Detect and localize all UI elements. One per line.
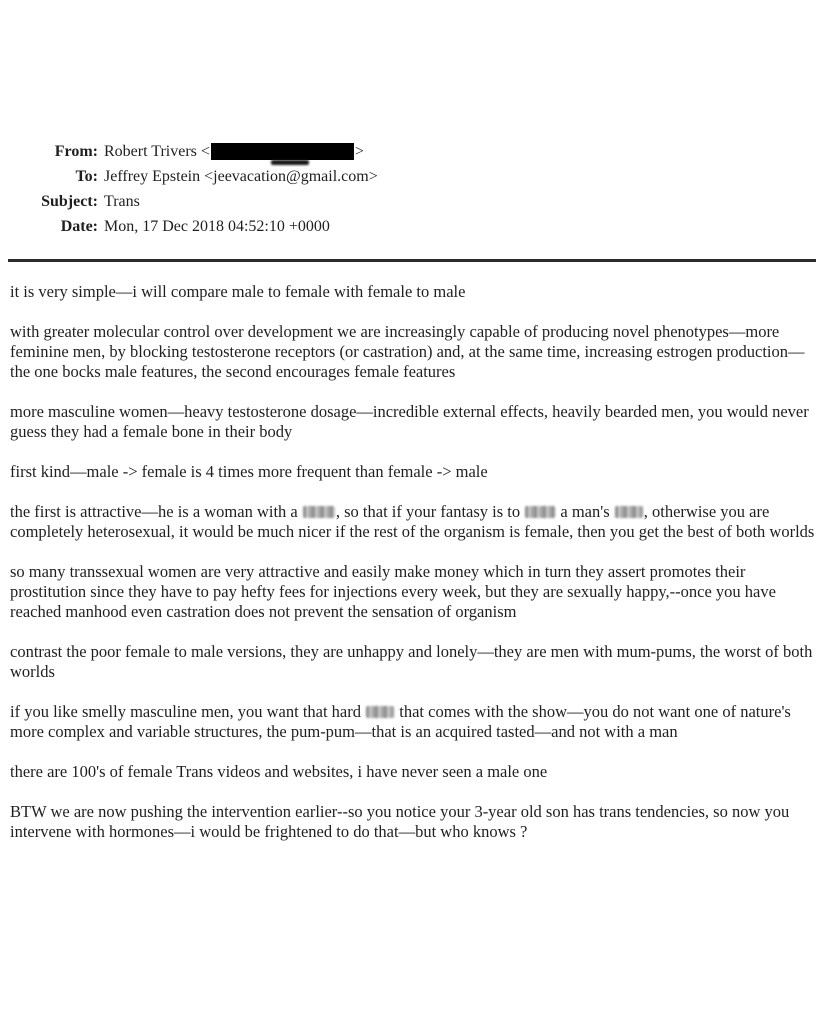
header-body-divider	[8, 259, 816, 262]
paragraph: if you like smelly masculine men, you want that hard that comes with the show—you do not want one of nature's more complex and variable structures, the pum-pum—that is an acquired tasted—and not with a man	[10, 702, 791, 741]
email-header	[28, 139, 824, 239]
paragraph: there are 100's of female Trans videos and websites, i have never seen a male one	[10, 762, 548, 781]
header-label-subject: Subject:	[41, 193, 98, 210]
redaction-bar	[211, 143, 354, 160]
censored-word	[303, 506, 335, 518]
paragraph: the first is attractive—he is a woman with a , so that if your fantasy is to a man's , otherwise you are completely heterosexual, it would be much nicer if the rest of the organism is female, then you get the best of both worlds	[10, 502, 815, 541]
censored-word	[366, 706, 394, 718]
header-label-from: From:	[54, 143, 98, 160]
header-label-date: Date:	[60, 218, 98, 235]
paragraph: BTW we are now pushing the intervention earlier--so you notice your 3-year old son has trans tendencies, so now you intervene with hormones—i would be frightened to do that—but who knows ?	[10, 802, 790, 841]
from-name: Robert Trivers <	[104, 143, 210, 160]
from-suffix: >	[354, 143, 364, 160]
paragraph: more masculine women—heavy testosterone dosage—incredible external effects, heavily bearded men, you would never guess they had a female bone in their body	[10, 402, 809, 441]
header-row-to	[28, 164, 824, 189]
censored-word	[525, 506, 555, 518]
header-value-date: Mon, 17 Dec 2018 04:52:10 +0000	[104, 218, 330, 235]
paragraph: first kind—male -> female is 4 times more frequent than female -> male	[10, 462, 488, 481]
paragraph: contrast the poor female to male versions, they are unhappy and lonely—they are men with mum-pums, the worst of both worlds	[10, 642, 813, 681]
paragraph: it is very simple—i will compare male to female with female to male	[10, 282, 466, 301]
email-body	[10, 282, 816, 842]
censored-word	[615, 506, 643, 518]
header-row-subject	[28, 189, 824, 214]
header-row-date	[28, 214, 824, 239]
header-value-from	[98, 139, 364, 164]
header-label-to: To:	[75, 168, 98, 185]
paragraph: so many transsexual women are very attractive and easily make money which in turn they assert promotes their prostitution since they have to pay hefty fees for injections every week, but they are sexually happy,--once you have reached manhood even castration does not prevent the sensation of organism	[10, 562, 776, 621]
header-value-subject: Trans	[104, 193, 140, 210]
header-value-to: Jeffrey Epstein <jeevacation@gmail.com>	[104, 168, 378, 185]
paragraph: with greater molecular control over development we are increasingly capable of producing novel phenotypes—more feminine men, by blocking testosterone receptors (or castration) and, at the same time, increasing estrogen production—the one bocks male features, the second encourages female features	[10, 322, 805, 381]
header-row-from	[28, 139, 824, 164]
